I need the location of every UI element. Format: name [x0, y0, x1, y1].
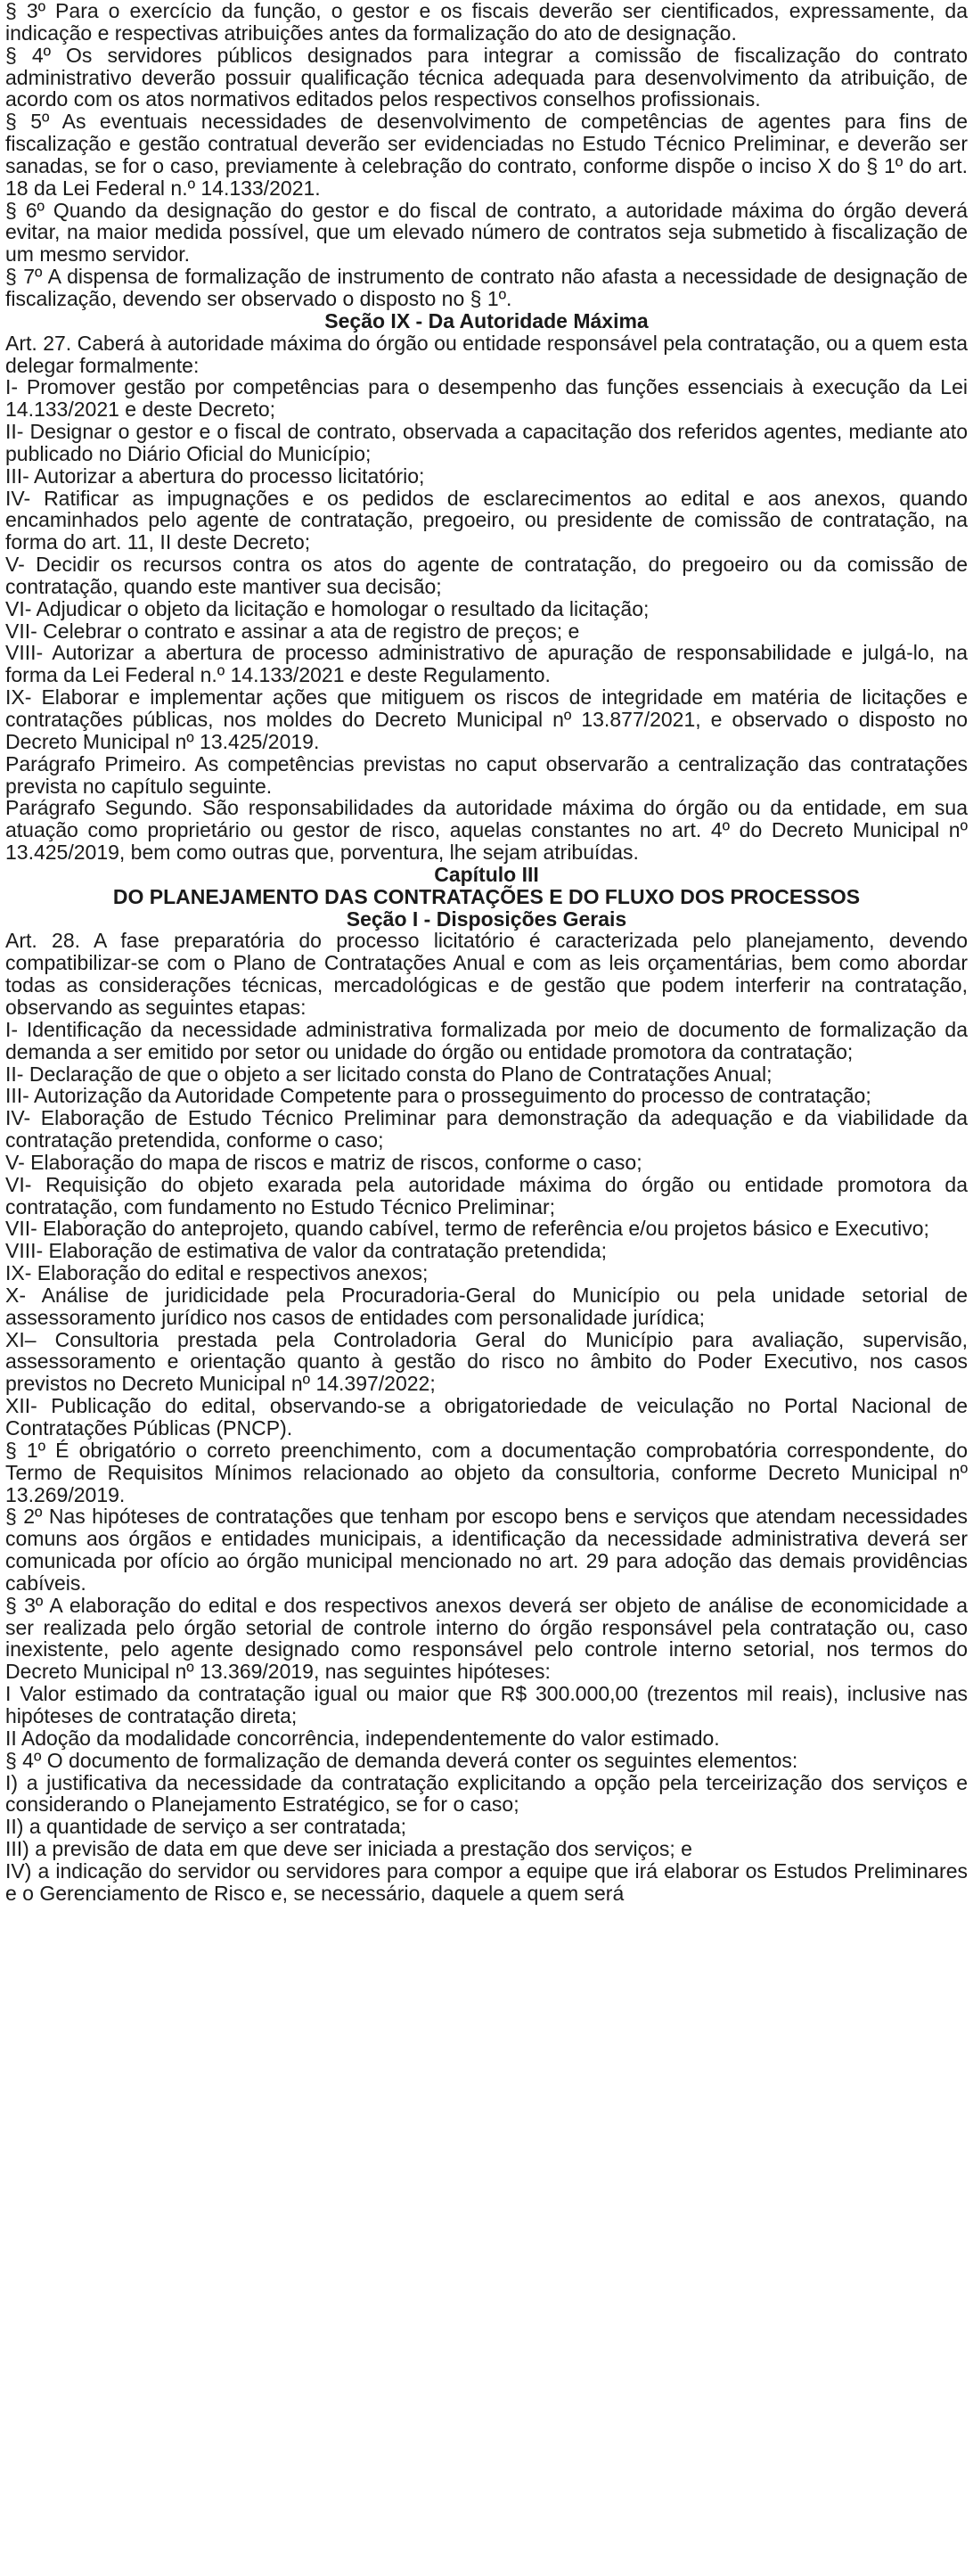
paragraph: VIII- Elaboração de estimativa de valor da contratação pretendida; [5, 1239, 608, 1263]
paragraph: I) a justificativa da necessidade da contratação explicitando a opção pela terceirização dos serviços e considerando o Planejamento Estratégico, se for o caso; [5, 1770, 968, 1817]
paragraph: I- Promover gestão por competências para o desempenho das funções essenciais à execução da Lei 14.133/2021 e deste Decreto; [5, 375, 968, 422]
paragraph: § 5º As eventuais necessidades de desenvolvimento de competências de agentes para fins de fiscalização e gestão contratual deverão ser evidenciadas no Estudo Técnico Preliminar, e deverão ser sanadas, se for o caso, previamente à celebração do contrato, conforme dispõe o inciso X do § 1º do art. 18 da Lei Federal n.º 14.133/2021. [5, 110, 968, 200]
section-heading: Seção I - Disposições Gerais [346, 907, 627, 931]
paragraph: XI– Consultoria prestada pela Controladoria Geral do Município para avaliação, supervisão, assessoramento e orientação quanto à gestão do risco no âmbito do Poder Executivo, nos casos previstos no Decreto Municipal nº 14.397/2022; [5, 1327, 968, 1396]
paragraph: V- Decidir os recursos contra os atos do agente de contratação, do pregoeiro ou da comissão de contratação, quando este mantiver sua decisão; [5, 553, 968, 598]
paragraph: II Adoção da modalidade concorrência, independentemente do valor estimado. [5, 1726, 720, 1750]
paragraph: VII- Celebrar o contrato e assinar a ata de registro de preços; e [5, 619, 580, 643]
paragraph: II- Designar o gestor e o fiscal de contrato, observada a capacitação dos referidos agentes, mediante ato publicado no Diário Oficial do Município; [5, 420, 968, 465]
paragraph: III- Autorização da Autoridade Competente para o prosseguimento do processo de contratação; [5, 1084, 871, 1108]
paragraph: IX- Elaborar e implementar ações que mitiguem os riscos de integridade em matéria de licitações e contratações públicas, nos moldes do Decreto Municipal nº 13.877/2021, e observado o disposto no Decreto Municipal nº 13.425/2019. [5, 685, 968, 753]
paragraph: XII- Publicação do edital, observando-se a obrigatoriedade de veiculação no Portal Nacional de Contratações Públicas (PNCP). [5, 1394, 968, 1440]
paragraph: III- Autorizar a abertura do processo licitatório; [5, 464, 425, 488]
paragraph: Art. 27. Caberá à autoridade máxima do órgão ou entidade responsável pela contratação, ou a quem esta delegar formalmente: [5, 331, 968, 377]
paragraph: Parágrafo Segundo. São responsabilidades da autoridade máxima do órgão ou da entidade, em sua atuação como proprietário ou gestor de risco, aquelas constantes no art. 4º do Decreto Municipal nº 13.425/2019, bem como outras que, porventura, lhe sejam atribuídas. [5, 796, 968, 865]
paragraph: IV- Ratificar as impugnações e os pedidos de esclarecimentos ao edital e aos anexos, quando encaminhados pelo agente de contratação, pregoeiro, ou presidente de comissão de contratação, na forma do art. 11, II deste Decreto; [5, 486, 968, 554]
paragraph: II) a quantidade de serviço a ser contratada; [5, 1815, 407, 1839]
paragraph: X- Análise de juridicidade pela Procuradoria-Geral do Município ou pela unidade setorial de assessoramento jurídico nos casos de entidades com personalidade jurídica; [5, 1283, 968, 1329]
paragraph: I- Identificação da necessidade administrativa formalizada por meio de documento de formalização da demanda a ser emitido por setor ou unidade do órgão ou entidade promotora da contratação; [5, 1017, 968, 1063]
paragraph: § 6º Quando da designação do gestor e do fiscal de contrato, a autoridade máxima do órgão deverá evitar, na maior medida possível, que um elevado número de contratos seja submetido à fiscalização de um mesmo servidor. [5, 198, 968, 267]
paragraph: I Valor estimado da contratação igual ou maior que R$ 300.000,00 (trezentos mil reais), inclusive nas hipóteses de contratação direta; [5, 1682, 968, 1727]
paragraph: § 4º O documento de formalização de demanda deverá conter os seguintes elementos: [5, 1748, 798, 1772]
paragraph: § 1º É obrigatório o correto preenchimento, com a documentação comprobatória correspondente, do Termo de Requisitos Mínimos relacionado ao objeto da consultoria, conforme Decreto Municipal nº 13.269/2019. [5, 1438, 968, 1506]
paragraph: VIII- Autorizar a abertura de processo administrativo de apuração de responsabilidade e julgá-lo, na forma da Lei Federal n.º 14.133/2021 e deste Regulamento. [5, 641, 968, 687]
paragraph: § 3º A elaboração do edital e dos respectivos anexos deverá ser objeto de análise de economicidade a ser realizada pelo órgão setorial de controle interno do órgão responsável pela contratação ou, caso inexistente, pelo agente designado como responsável pelo controle interno setorial, nos termos do Decreto Municipal nº 13.369/2019, nas seguintes hipóteses: [5, 1593, 968, 1684]
paragraph: VI- Adjudicar o objeto da licitação e homologar o resultado da licitação; [5, 596, 650, 620]
paragraph: IV) a indicação do servidor ou servidores para compor a equipe que irá elaborar os Estudos Preliminares e o Gerenciamento de Risco e, se necessário, daquele a quem será [5, 1858, 968, 1905]
paragraph: III) a previsão de data em que deve ser iniciada a prestação dos serviços; e [5, 1837, 692, 1861]
section-heading: Seção IX - Da Autoridade Máxima [324, 308, 649, 332]
paragraph: VII- Elaboração do anteprojeto, quando cabível, termo de referência e/ou projetos básico e Executivo; [5, 1217, 929, 1241]
paragraph: IV- Elaboração de Estudo Técnico Preliminar para demonstração da adequação e da viabilidade da contratação pretendida, conforme o caso; [5, 1106, 968, 1153]
section-heading: DO PLANEJAMENTO DAS CONTRATAÇÕES E DO FLUXO DOS PROCESSOS [112, 884, 861, 908]
paragraph: V- Elaboração do mapa de riscos e matriz de riscos, conforme o caso; [5, 1150, 642, 1174]
paragraph: Parágrafo Primeiro. As competências previstas no caput observarão a centralização das contratações prevista no capítulo seguinte. [5, 751, 968, 798]
paragraph: II- Declaração de que o objeto a ser licitado consta do Plano de Contratações Anual; [5, 1062, 773, 1086]
paragraph: Art. 28. A fase preparatória do processo licitatório é caracterizada pelo planejamento, devendo compatibilizar-se com o Plano de Contratações Anual e com as leis orçamentárias, bem como abordar todas as considerações técnicas, mercadológicas e de gestão que podem interferir na contratação, observando as seguintes etapas: [5, 929, 968, 1019]
paragraph: § 4º Os servidores públicos designados para integrar a comissão de fiscalização do contrato administrativo deverão possuir qualificação técnica adequada para desenvolvimento da atribuição, de acordo com os atos normativos editados pelos respectivos conselhos profissionais. [5, 43, 968, 111]
paragraph: § 2º Nas hipóteses de contratações que tenham por escopo bens e serviços que atendam necessidades comuns aos órgãos e entidades municipais, a identificação da necessidade administrativa deverá ser comunicada por ofício ao órgão municipal mencionado no art. 29 para adoção das demais providências cabíveis. [5, 1505, 968, 1595]
paragraph: IX- Elaboração do edital e respectivos anexos; [5, 1261, 429, 1285]
paragraph: VI- Requisição do objeto exarada pela autoridade máxima do órgão ou entidade promotora da contratação, com fundamento no Estudo Técnico Preliminar; [5, 1172, 968, 1218]
section-heading: Capítulo III [434, 862, 539, 886]
paragraph: § 7º A dispensa de formalização de instrumento de contrato não afasta a necessidade de designação de fiscalização, devendo ser observado o disposto no § 1º. [5, 265, 968, 310]
paragraph: § 3º Para o exercício da função, o gestor e os fiscais deverão ser cientificados, expressamente, da indicação e respectivas atribuições antes da formalização do ato de designação. [5, 0, 968, 45]
